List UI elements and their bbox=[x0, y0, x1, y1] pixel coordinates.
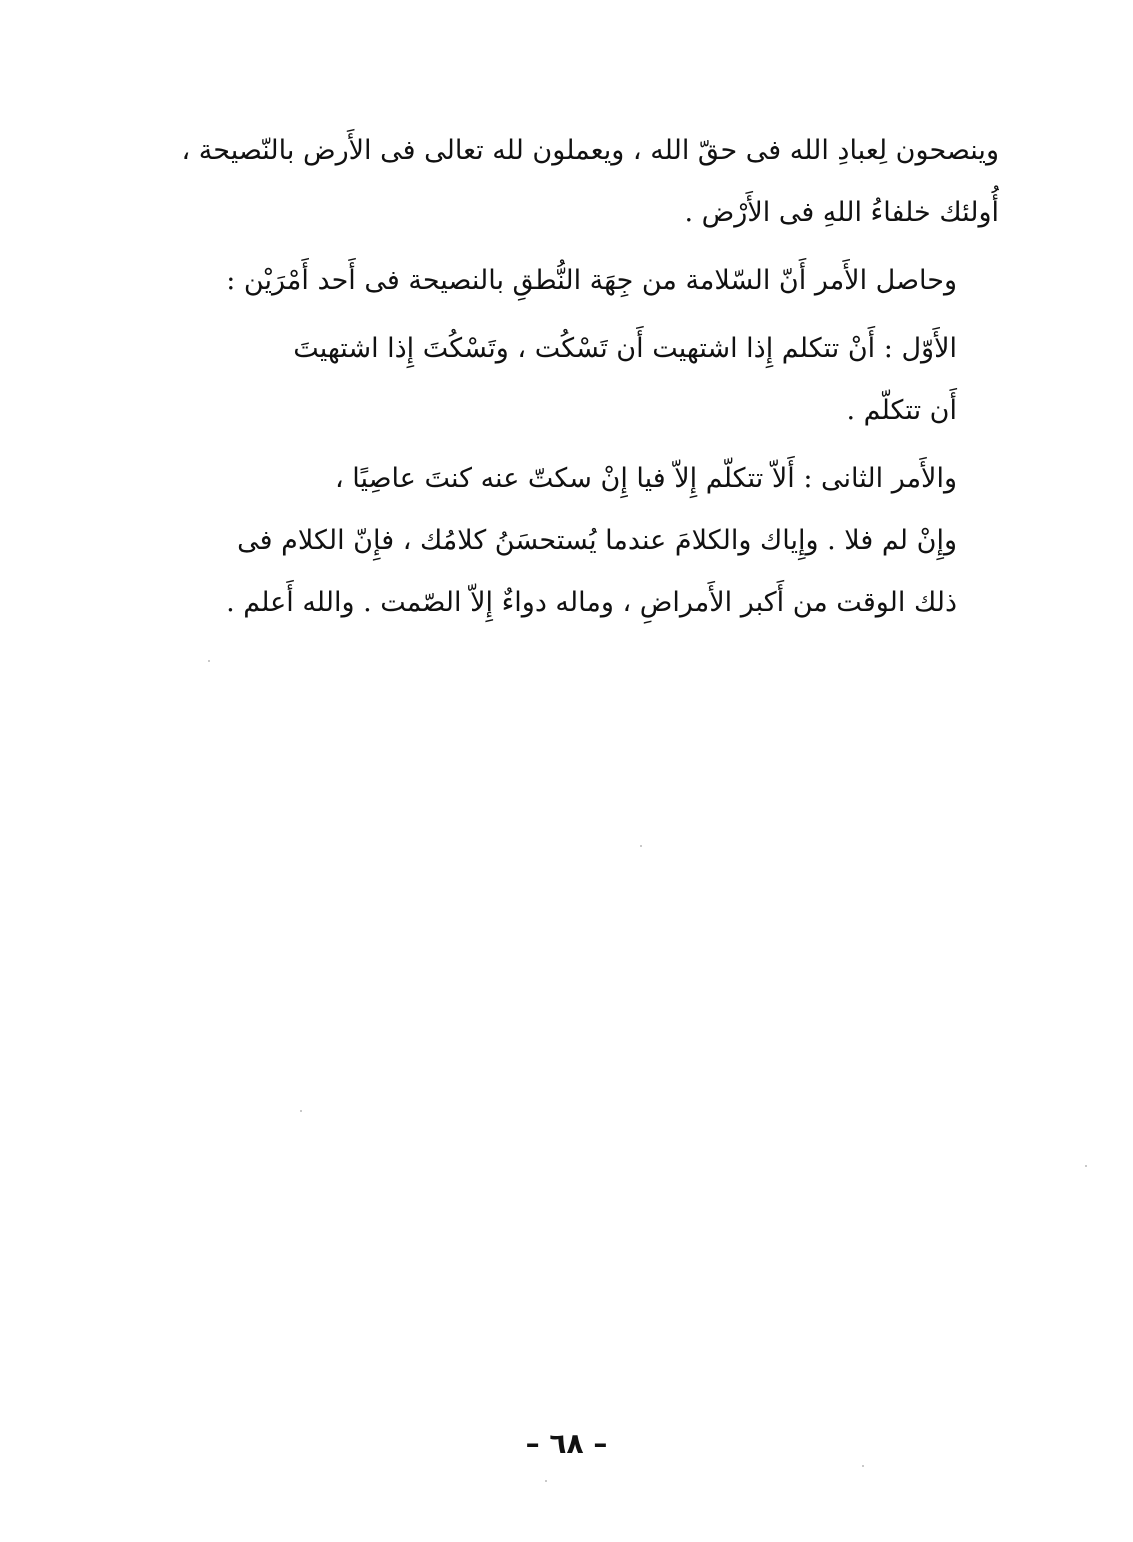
text-line: وحاصل الأَمر أَنّ السّلامة من جِهَة النُّطقِ بالنصيحة فى أَحد أَمْرَيْن : bbox=[226, 265, 957, 296]
text-line: وينصحون لِعبادِ الله فى حقّ الله ، ويعملون لله تعالى فى الأَرض بالنّصيحة ، bbox=[181, 135, 999, 166]
body-text bbox=[150, 120, 999, 640]
page-number: – ٦٨ – bbox=[525, 1427, 608, 1460]
text-line: أَن تتكلّم . bbox=[846, 395, 957, 426]
scan-speck bbox=[1085, 1165, 1087, 1167]
text-line: الأَوّل : أَنْ تتكلم إِذا اشتهيت أَن تَسْكُت ، وتَسْكُتَ إِذا اشتهيتَ bbox=[293, 333, 957, 364]
scan-speck bbox=[300, 1110, 302, 1112]
scan-speck bbox=[640, 845, 642, 847]
scan-speck bbox=[545, 1480, 547, 1482]
paragraph-1 bbox=[150, 120, 999, 244]
text-line: ذلك الوقت من أَكبر الأَمراضِ ، وماله دواءٌ إِلاّ الصّمت . والله أَعلم . bbox=[226, 587, 957, 618]
text-line: أُولئك خلفاءُ اللهِ فى الأَرْض . bbox=[684, 197, 999, 228]
paragraph-3 bbox=[150, 318, 999, 442]
text-line: والأَمر الثانى : أَلاّ تتكلّم إِلاّ فيا إِنْ سكتّ عنه كنتَ عاصِيًا ، bbox=[334, 463, 957, 494]
scan-speck bbox=[862, 1465, 864, 1467]
scan-speck bbox=[208, 660, 210, 662]
text-line: وإِنْ لم فلا . وإِياك والكلامَ عندما يُستحسَنُ كلامُك ، فإِنّ الكلام فى bbox=[237, 525, 957, 556]
paragraph-2 bbox=[150, 250, 999, 312]
paragraph-4 bbox=[150, 448, 999, 634]
